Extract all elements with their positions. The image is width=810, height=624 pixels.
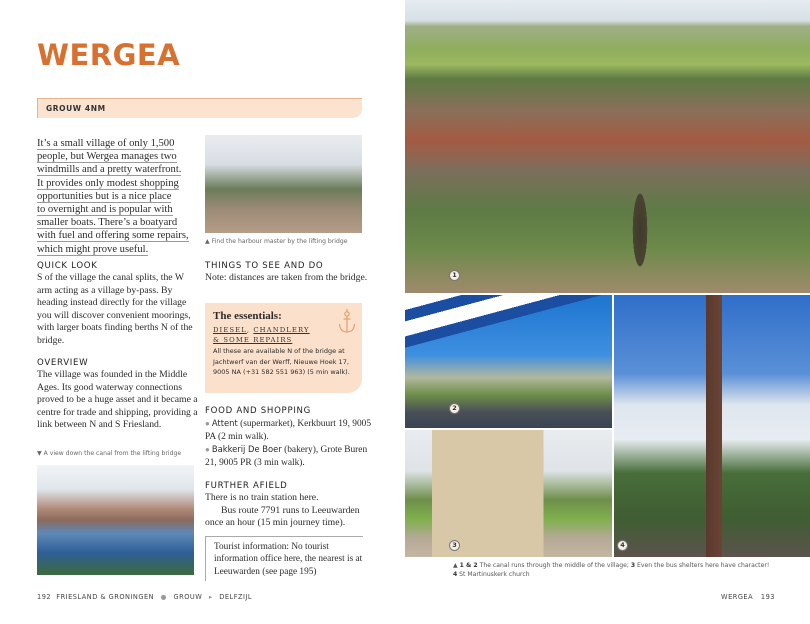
canal-photo-caption: ▼ A view down the canal from the lifting bridge xyxy=(37,450,182,457)
route-from: GROUW xyxy=(173,593,203,601)
further-line: There is no train station here. xyxy=(205,492,319,503)
caption-text: The canal runs through the middle of the village; xyxy=(477,562,631,569)
intro-line: smaller boats. There’s a boatyard xyxy=(37,217,178,229)
quick-look-heading: QUICK LOOK xyxy=(37,261,98,271)
bullet-icon: ● xyxy=(205,445,212,454)
essentials-separator: , xyxy=(246,326,254,334)
harbour-photo-caption: ▲ Find the harbour master by the lifting bridge xyxy=(205,238,348,245)
essentials-repairs: & SOME REPAIRS xyxy=(213,336,293,344)
food-item xyxy=(205,443,375,469)
page-number: 193 xyxy=(760,593,775,601)
intro-line: with fuel and offering some repairs, xyxy=(37,230,189,242)
overview-body: The village was founded in the Middle Ages. Its good waterway connections proved to be a huge asset and it became a centre for trade and shipping, providing a link between N and S Friesland. xyxy=(37,369,198,430)
route-to: DELFZIJL xyxy=(219,593,253,601)
arrow-icon: ▸ xyxy=(208,593,213,601)
canal-view-photo xyxy=(37,465,194,575)
overview-heading: OVERVIEW xyxy=(37,358,89,368)
essentials-subtitle xyxy=(213,325,354,345)
caption-text: Even the bus shelters here have character! xyxy=(635,562,770,569)
intro-line: which might prove useful. xyxy=(37,243,149,255)
things-to-see-section xyxy=(205,261,370,285)
running-title: WERGEA xyxy=(721,593,754,601)
essentials-chandlery: CHANDLERY xyxy=(253,326,310,334)
bullet-icon: ● xyxy=(160,593,167,601)
further-line-text: Bus route 7791 runs to Leeuwarden once an hour (15 min journey time). xyxy=(205,504,360,528)
anchor-icon xyxy=(338,309,356,335)
intro-line: windmills and a pretty waterfront. xyxy=(37,164,182,176)
things-heading: THINGS TO SEE AND DO xyxy=(205,261,324,271)
harbour-master-photo xyxy=(205,135,362,233)
further-afield-section xyxy=(205,481,375,530)
right-page xyxy=(405,0,810,624)
aerial-canal-photo xyxy=(405,0,810,293)
intro-line: opportunities but is a nice place xyxy=(37,190,172,202)
intro-paragraph xyxy=(37,137,197,256)
things-body: Note: distances are taken from the bridge. xyxy=(205,272,368,283)
caption-ref: 1 & 2 xyxy=(459,562,478,569)
page-number: 192 xyxy=(37,593,52,601)
intro-line: people, but Wergea manages two xyxy=(37,151,177,163)
intro-line: It’s a small village of only 1,500 xyxy=(37,138,175,149)
food-item-detail: (supermarket), Kerkbuurt 19, 9005 PA (2 min walk). xyxy=(205,419,372,442)
page-title: WERGEA xyxy=(37,38,181,72)
intro-line: It provides only modest shopping xyxy=(37,177,179,189)
bullet-icon: ● xyxy=(205,419,212,428)
caption-ref: 3 xyxy=(630,562,636,569)
food-shopping-section xyxy=(205,406,375,469)
caption-text: St Martinuskerk church xyxy=(457,570,530,578)
essentials-box xyxy=(205,303,362,393)
photo-caption xyxy=(453,562,810,579)
distance-bar: GROUW 4NM xyxy=(37,98,362,118)
food-item xyxy=(205,417,375,443)
further-heading: FURTHER AFIELD xyxy=(205,481,288,491)
food-item-detail: (bakery), Grote Buren 21, 9005 PR (3 min walk). xyxy=(205,445,368,468)
photo-number-badge: 1 xyxy=(449,270,460,281)
essentials-diesel: DIESEL xyxy=(213,326,247,334)
quick-look-body: S of the village the canal splits, the W arm acting as a village by-pass. By heading instead directly for the village you will discover convenient moorings, with larger boats finding berths N of the bridge. xyxy=(37,272,193,346)
tourist-info-box: Tourist information: No tourist information office here, the nearest is at Leeuwarden (see page 195) xyxy=(205,536,363,581)
intro-line: to overnight and is popular with xyxy=(37,204,173,216)
caption-ref: 4 xyxy=(453,570,458,578)
photo-number-badge: 3 xyxy=(449,540,460,551)
quick-look-section xyxy=(37,261,199,347)
photo-number-badge: 2 xyxy=(449,403,460,414)
footer-left xyxy=(37,593,252,601)
essentials-title: The essentials: xyxy=(213,310,282,322)
food-heading: FOOD AND SHOPPING xyxy=(205,406,312,416)
overview-section xyxy=(37,358,199,432)
footer-right xyxy=(721,593,775,601)
photo-number-badge: 4 xyxy=(617,540,628,551)
essentials-body: All these are available N of the bridge at Jachtwerf van der Werff, Nieuwe Hoek 17, 9005 NA (+31 582 551 963) (5 min walk). xyxy=(213,347,350,377)
flag-church-photo xyxy=(405,295,612,428)
bus-shelter-photo xyxy=(405,430,612,557)
further-line xyxy=(205,505,375,530)
region-label: FRIESLAND & GRONINGEN xyxy=(56,593,155,601)
church-photo xyxy=(614,295,810,557)
food-item-name: Attent xyxy=(211,418,238,428)
food-item-name: Bakkerij De Boer xyxy=(211,444,282,454)
caption-marker-icon: ▲ xyxy=(453,562,458,569)
